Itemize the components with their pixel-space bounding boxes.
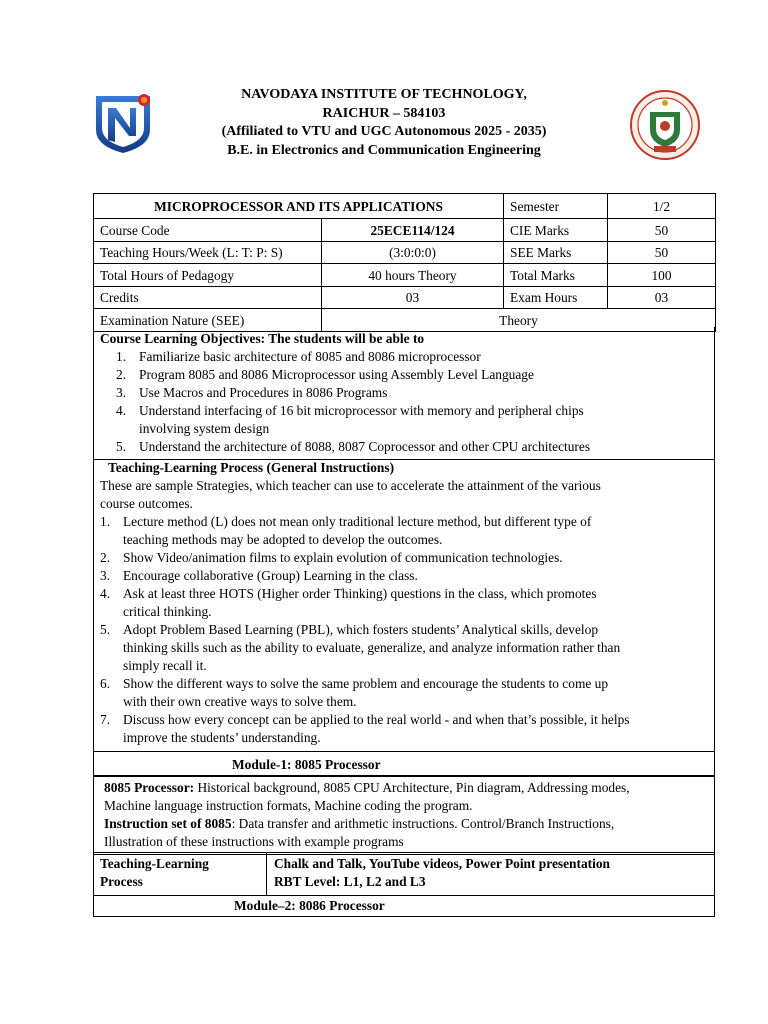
list-text: Ask at least three HOTS (Higher order Thinking) questions in the class, which promotes <box>123 586 597 601</box>
module1-p1-rest: Historical background, 8085 CPU Architecture, Pin diagram, Addressing modes, <box>194 780 630 795</box>
institute-location: RAICHUR – 584103 <box>322 105 446 121</box>
cie-marks-label: CIE Marks <box>504 219 608 242</box>
module1-p1-line2: Machine language instruction formats, Machine coding the program. <box>104 798 473 813</box>
tlp-label-line2: Process <box>100 874 143 889</box>
list-item-line <box>94 366 714 384</box>
module2-title-row <box>93 895 715 917</box>
tlp-intro-line: These are sample Strategies, which teacher can use to accelerate the attainment of the various <box>100 478 601 493</box>
semester-label: Semester <box>504 194 608 219</box>
list-number: 2. <box>116 367 127 382</box>
course-title: MICROPROCESSOR AND ITS APPLICATIONS <box>94 194 504 219</box>
teaching-hours-label: Teaching Hours/Week (L: T: P: S) <box>94 241 322 264</box>
document-header <box>0 86 768 160</box>
list-text: thinking skills such as the ability to evaluate, generalize, and analyze information rather than <box>123 640 621 655</box>
list-text: Adopt Problem Based Learning (PBL), which fosters students’ Analytical skills, develop <box>123 622 599 637</box>
list-text: Familiarize basic architecture of 8085 and 8086 microprocessor <box>139 349 481 364</box>
affiliation: (Affiliated to VTU and UGC Autonomous 2025 - 2035) <box>221 124 547 139</box>
list-text: Use Macros and Procedures in 8086 Programs <box>139 385 388 400</box>
module1-content <box>93 776 715 855</box>
total-marks-value: 100 <box>608 264 716 287</box>
list-number: 7. <box>100 712 111 727</box>
list-number: 3. <box>116 385 127 400</box>
list-item-line <box>94 711 714 729</box>
module1-p2-line2: Illustration of these instructions with example programs <box>104 834 404 849</box>
program-name: B.E. in Electronics and Communication Engineering <box>227 142 541 158</box>
see-marks-label: SEE Marks <box>504 241 608 264</box>
module2-title: Module–2: 8086 Processor <box>234 898 385 913</box>
list-item-line <box>94 603 714 621</box>
module1-tlp-value <box>274 855 610 891</box>
list-item-line <box>94 348 714 366</box>
list-item-line <box>94 693 714 711</box>
module1-tlp-row <box>93 852 715 896</box>
list-item-line <box>94 621 714 639</box>
list-number: 1. <box>100 514 111 529</box>
exam-nature-label: Examination Nature (SEE) <box>94 309 322 332</box>
tlp-intro <box>94 477 714 513</box>
list-item-line <box>94 420 714 438</box>
total-marks-label: Total Marks <box>504 264 608 287</box>
credits-value: 03 <box>322 286 504 309</box>
teaching-learning-section <box>93 457 715 752</box>
tlp-list <box>94 513 714 747</box>
see-marks-value: 50 <box>608 241 716 264</box>
list-text: Understand interfacing of 16 bit microprocessor with memory and peripheral chips <box>139 403 584 418</box>
list-item-line <box>94 675 714 693</box>
list-text: Encourage collaborative (Group) Learning in the class. <box>123 568 418 583</box>
list-number: 6. <box>100 676 111 691</box>
list-text: Show the different ways to solve the same problem and encourage the students to come up <box>123 676 609 691</box>
module1-p2-bold: Instruction set of 8085 <box>104 816 232 831</box>
list-text: critical thinking. <box>123 604 212 619</box>
list-number: 4. <box>116 403 127 418</box>
tlp-label-line1: Teaching-Learning <box>100 856 209 871</box>
rbt-level: RBT Level: L1, L2 and L3 <box>274 874 426 889</box>
course-code-label: Course Code <box>94 219 322 242</box>
exam-hours-label: Exam Hours <box>504 286 608 309</box>
institute-name: NAVODAYA INSTITUTE OF TECHNOLOGY, <box>241 87 527 102</box>
list-number: 3. <box>100 568 111 583</box>
list-text: simply recall it. <box>123 658 207 673</box>
exam-nature-value: Theory <box>322 309 716 332</box>
course-code-value: 25ECE114/124 <box>322 219 504 242</box>
module1-title: Module-1: 8085 Processor <box>232 757 381 772</box>
list-item-line <box>94 639 714 657</box>
list-number: 5. <box>100 622 111 637</box>
list-number: 4. <box>100 586 111 601</box>
list-item-line <box>94 402 714 420</box>
list-text: with their own creative ways to solve them. <box>123 694 357 709</box>
list-number: 2. <box>100 550 111 565</box>
list-text: improve the students’ understanding. <box>123 730 321 745</box>
list-item-line <box>94 549 714 567</box>
list-item-line <box>94 531 714 549</box>
pedagogy-hours-label: Total Hours of Pedagogy <box>94 264 322 287</box>
course-info-table <box>93 193 716 332</box>
list-text: Program 8085 and 8086 Microprocessor using Assembly Level Language <box>139 367 534 382</box>
list-text: teaching methods may be adopted to develop the outcomes. <box>123 532 443 547</box>
list-item-line <box>94 567 714 585</box>
column-divider <box>266 853 267 895</box>
tlp-heading: Teaching-Learning Process (General Instructions) <box>108 460 395 475</box>
pedagogy-hours-value: 40 hours Theory <box>322 264 504 287</box>
module1-tlp-label <box>100 855 209 891</box>
objectives-heading: Course Learning Objectives: The students will be able to <box>100 331 425 346</box>
tlp-intro-line: course outcomes. <box>100 496 193 511</box>
list-item-line <box>94 657 714 675</box>
list-text: Show Video/animation films to explain evolution of communication technologies. <box>123 550 563 565</box>
module1-paragraph1 <box>94 779 714 797</box>
teaching-hours-value: (3:0:0:0) <box>322 241 504 264</box>
list-item-line <box>94 438 714 456</box>
list-item-line <box>94 384 714 402</box>
list-item-line <box>94 513 714 531</box>
module1-p2-rest: : Data transfer and arithmetic instructions. Control/Branch Instructions, <box>231 816 615 831</box>
credits-label: Credits <box>94 286 322 309</box>
cie-marks-value: 50 <box>608 219 716 242</box>
list-number: 5. <box>116 439 127 454</box>
objectives-section <box>93 327 715 460</box>
exam-hours-value: 03 <box>608 286 716 309</box>
module1-paragraph2 <box>94 815 714 833</box>
semester-value: 1/2 <box>608 194 716 219</box>
list-item-line <box>94 585 714 603</box>
list-item-line <box>94 729 714 747</box>
list-text: Discuss how every concept can be applied to the real world - and when that’s possible, it helps <box>123 712 630 727</box>
module1-p1-bold: 8085 Processor: <box>104 780 195 795</box>
list-number: 1. <box>116 349 127 364</box>
module1-title-row <box>93 750 715 776</box>
objectives-list <box>94 348 714 456</box>
list-text: involving system design <box>139 421 270 436</box>
tlp-methods: Chalk and Talk, YouTube videos, Power Point presentation <box>274 856 610 871</box>
list-text: Understand the architecture of 8088, 8087 Coprocessor and other CPU architectures <box>139 439 591 454</box>
list-text: Lecture method (L) does not mean only traditional lecture method, but different type of <box>123 514 592 529</box>
